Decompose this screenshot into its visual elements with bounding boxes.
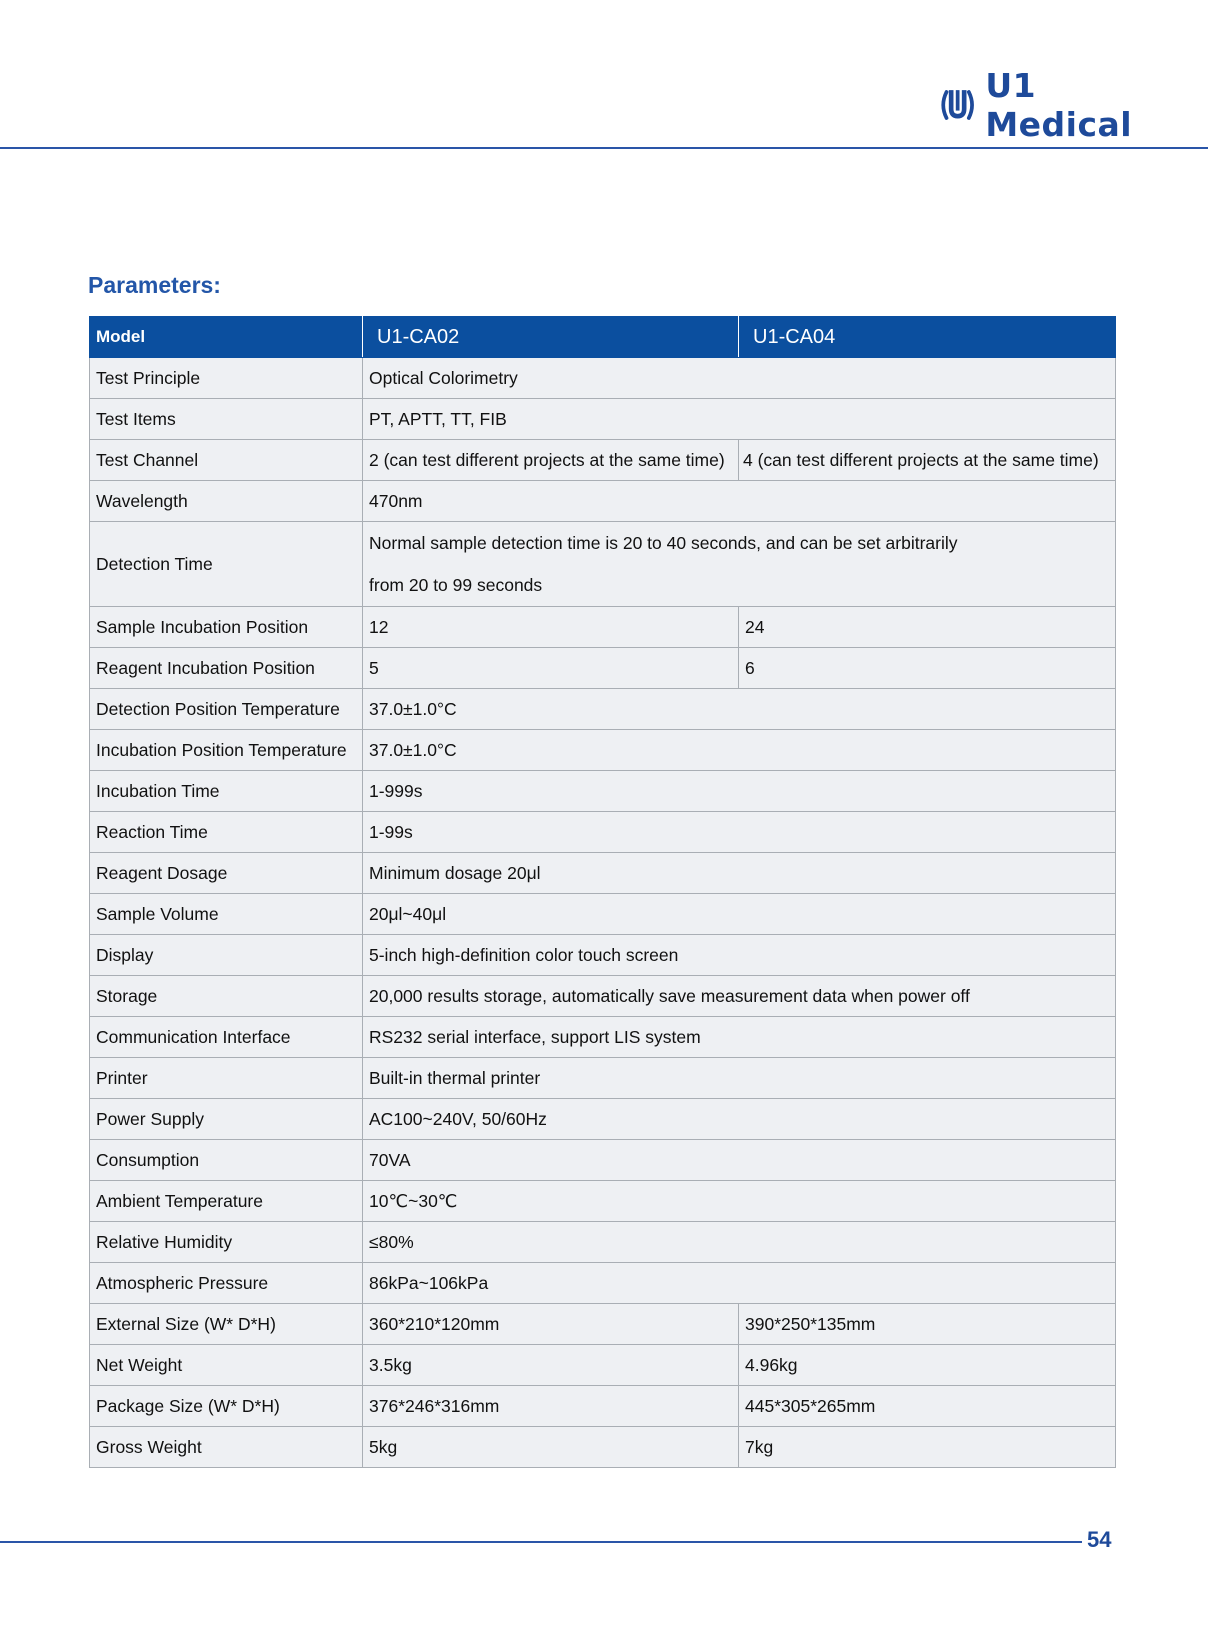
- table-row: [90, 481, 1116, 522]
- table-row: [90, 689, 1116, 730]
- table-row: [90, 771, 1116, 812]
- row-label: Communication Interface: [90, 1017, 363, 1058]
- u1-logo-icon: [940, 83, 975, 127]
- row-value: 1-99s: [363, 812, 1116, 853]
- table-row: [90, 440, 1116, 481]
- row-label: Storage: [90, 976, 363, 1017]
- header-divider: [0, 147, 1208, 149]
- table-row: [90, 358, 1116, 399]
- row-value-ca02: 360*210*120mm: [363, 1304, 739, 1345]
- row-value: Optical Colorimetry: [363, 358, 1116, 399]
- table-row: [90, 935, 1116, 976]
- row-label: Wavelength: [90, 481, 363, 522]
- row-value: 5-inch high-definition color touch screen: [363, 935, 1116, 976]
- row-label: Reagent Incubation Position: [90, 648, 363, 689]
- table-row: [90, 730, 1116, 771]
- header-model-label: Model: [90, 317, 363, 358]
- row-label: Reaction Time: [90, 812, 363, 853]
- detection-time-line-1: Normal sample detection time is 20 to 40 seconds, and can be set arbitrarily: [369, 533, 958, 553]
- row-value-ca02: 12: [363, 607, 739, 648]
- row-value: 20μl~40μl: [363, 894, 1116, 935]
- row-value-ca04: 390*250*135mm: [739, 1304, 1116, 1345]
- table-row: [90, 1427, 1116, 1468]
- header-model-ca02: U1-CA02: [363, 317, 739, 358]
- row-value: AC100~240V, 50/60Hz: [363, 1099, 1116, 1140]
- table-row: [90, 1222, 1116, 1263]
- footer-divider: [0, 1541, 1082, 1543]
- table-row: [90, 1099, 1116, 1140]
- row-label: Ambient Temperature: [90, 1181, 363, 1222]
- row-value: ≤80%: [363, 1222, 1116, 1263]
- row-label: Detection Position Temperature: [90, 689, 363, 730]
- row-label: Test Items: [90, 399, 363, 440]
- row-label: Gross Weight: [90, 1427, 363, 1468]
- row-value: 70VA: [363, 1140, 1116, 1181]
- row-label: Net Weight: [90, 1345, 363, 1386]
- row-value: [363, 522, 1116, 607]
- header-model-ca04: U1-CA04: [739, 317, 1116, 358]
- table-row: [90, 1058, 1116, 1099]
- row-value: Minimum dosage 20μl: [363, 853, 1116, 894]
- row-value-ca04: 4 (can test different projects at the same time): [739, 440, 1116, 481]
- detection-time-line-2: from 20 to 99 seconds: [369, 575, 543, 595]
- row-value-ca02: 3.5kg: [363, 1345, 739, 1386]
- row-value-ca04: 7kg: [739, 1427, 1116, 1468]
- row-label: Printer: [90, 1058, 363, 1099]
- table-row: [90, 522, 1116, 607]
- row-label: Relative Humidity: [90, 1222, 363, 1263]
- row-value: 10℃~30℃: [363, 1181, 1116, 1222]
- row-label: Test Principle: [90, 358, 363, 399]
- row-value: PT, APTT, TT, FIB: [363, 399, 1116, 440]
- row-label: Sample Volume: [90, 894, 363, 935]
- table-row: [90, 1263, 1116, 1304]
- row-value-ca04: 6: [739, 648, 1116, 689]
- row-label: Atmospheric Pressure: [90, 1263, 363, 1304]
- row-value-ca04: 445*305*265mm: [739, 1386, 1116, 1427]
- brand-logo: [940, 66, 1180, 144]
- row-value: Built-in thermal printer: [363, 1058, 1116, 1099]
- table-row: [90, 976, 1116, 1017]
- row-label: Package Size (W* D*H): [90, 1386, 363, 1427]
- row-label: Display: [90, 935, 363, 976]
- table-row: [90, 1386, 1116, 1427]
- row-value: 1-999s: [363, 771, 1116, 812]
- table-row: [90, 648, 1116, 689]
- table-row: [90, 853, 1116, 894]
- row-value: 470nm: [363, 481, 1116, 522]
- row-label: Consumption: [90, 1140, 363, 1181]
- table-row: [90, 1345, 1116, 1386]
- row-value-ca02: 5: [363, 648, 739, 689]
- table-row: [90, 894, 1116, 935]
- row-label: Reagent Dosage: [90, 853, 363, 894]
- row-value: RS232 serial interface, support LIS system: [363, 1017, 1116, 1058]
- row-value-ca04: 4.96kg: [739, 1345, 1116, 1386]
- table-row: [90, 1181, 1116, 1222]
- table-header-row: [90, 317, 1116, 358]
- row-label: Power Supply: [90, 1099, 363, 1140]
- row-value: 86kPa~106kPa: [363, 1263, 1116, 1304]
- row-value-ca02: 5kg: [363, 1427, 739, 1468]
- row-value: 37.0±1.0°C: [363, 689, 1116, 730]
- table-row: [90, 812, 1116, 853]
- section-title: Parameters:: [88, 272, 221, 298]
- row-value: 37.0±1.0°C: [363, 730, 1116, 771]
- logo-text: U1 Medical: [985, 66, 1133, 144]
- table-row: [90, 1304, 1116, 1345]
- row-value-ca02: 2 (can test different projects at the same time): [363, 440, 739, 481]
- row-label: Detection Time: [90, 522, 363, 607]
- table-row: [90, 399, 1116, 440]
- row-label: Incubation Time: [90, 771, 363, 812]
- row-label: Incubation Position Temperature: [90, 730, 363, 771]
- table-row: [90, 1017, 1116, 1058]
- row-value: 20,000 results storage, automatically save measurement data when power off: [363, 976, 1116, 1017]
- row-label: Sample Incubation Position: [90, 607, 363, 648]
- row-label: External Size (W* D*H): [90, 1304, 363, 1345]
- table-row: [90, 607, 1116, 648]
- row-value-ca04: 24: [739, 607, 1116, 648]
- row-label: Test Channel: [90, 440, 363, 481]
- page-number: 54: [1087, 1527, 1112, 1552]
- parameters-table: [89, 316, 1116, 1468]
- row-value-ca02: 376*246*316mm: [363, 1386, 739, 1427]
- table-row: [90, 1140, 1116, 1181]
